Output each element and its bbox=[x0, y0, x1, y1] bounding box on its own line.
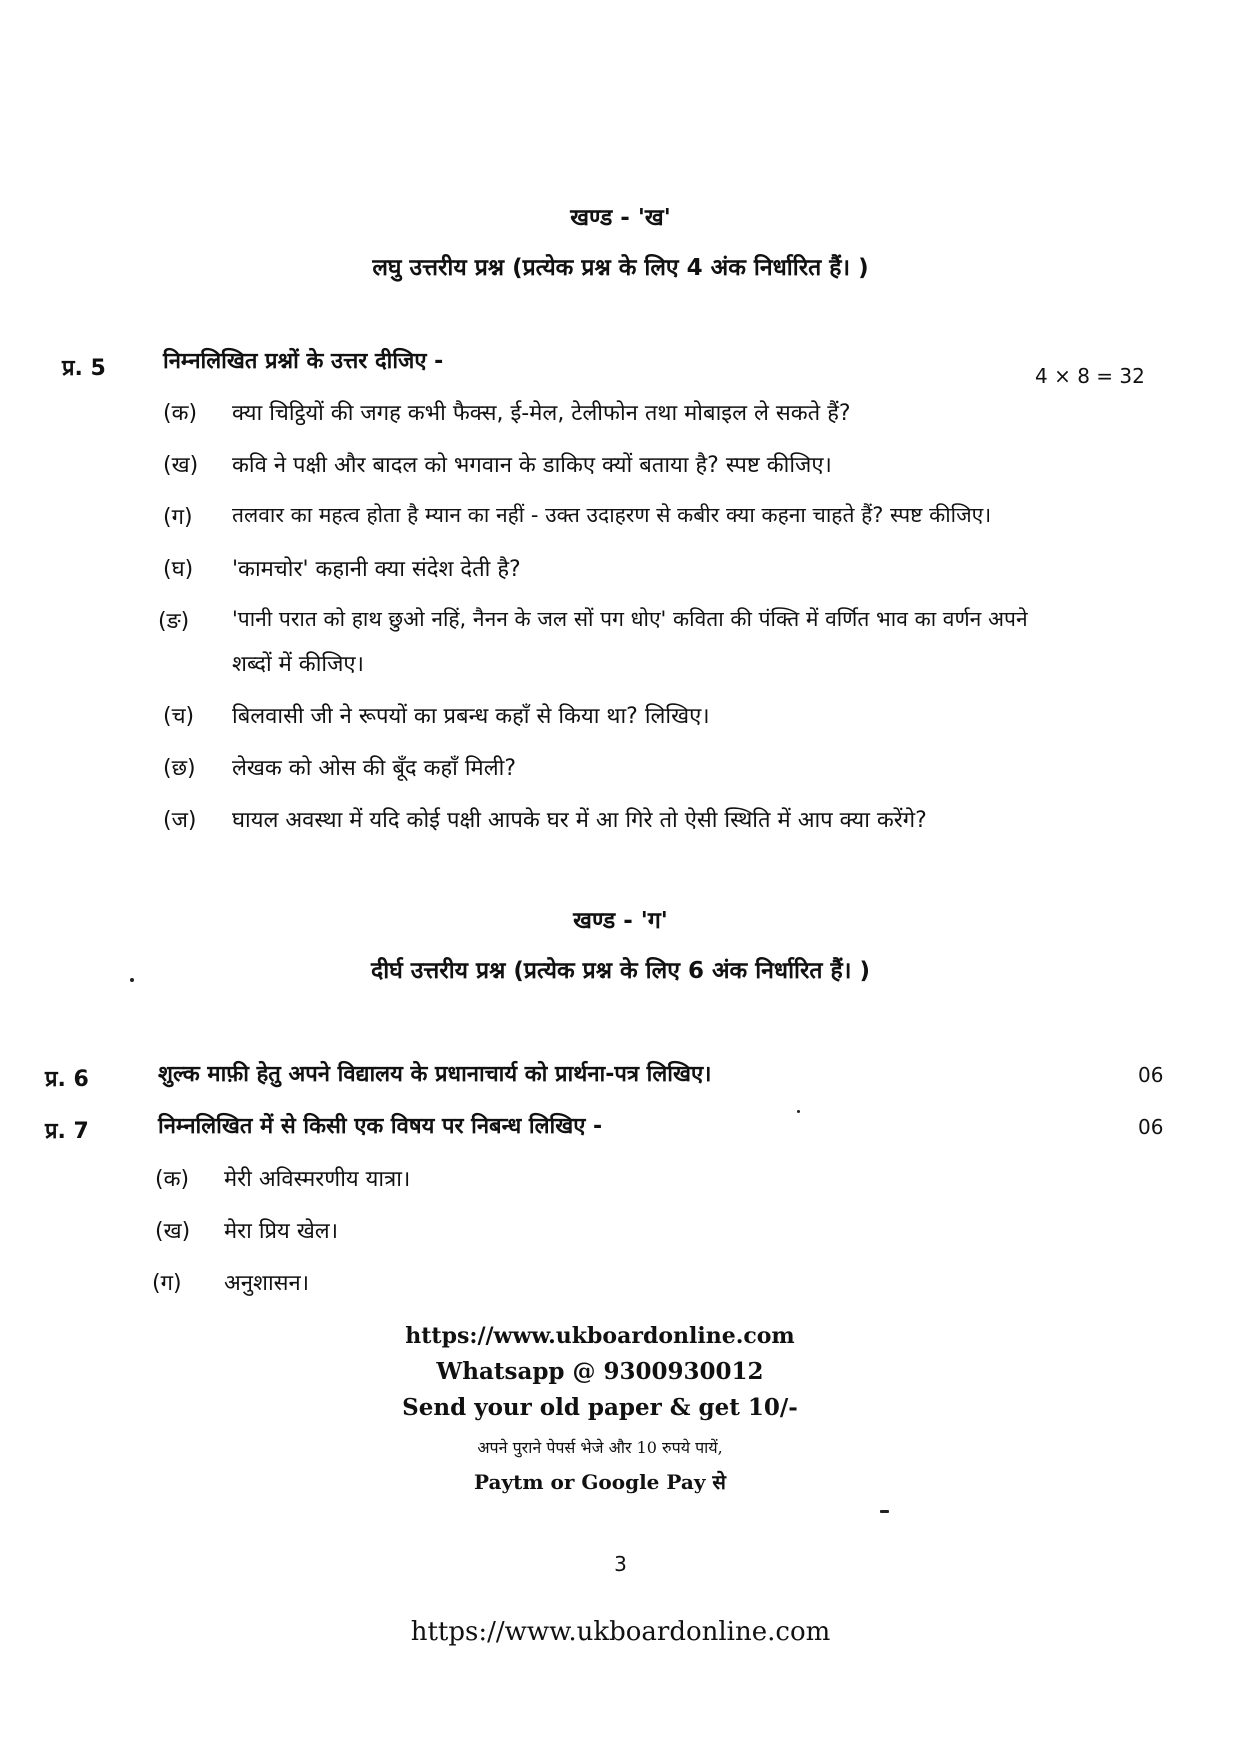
q5-item-label: (ख) bbox=[163, 453, 199, 478]
q7-marks: 06 bbox=[1138, 1115, 1164, 1139]
q5-item-text-continued: शब्दों में कीजिए। bbox=[232, 652, 364, 677]
page-number: 3 bbox=[614, 1552, 627, 1576]
q7-item-text: मेरी अविस्मरणीय यात्रा। bbox=[224, 1167, 411, 1192]
q5-marks: 4 × 8 = 32 bbox=[1035, 364, 1145, 388]
promo-url: https://www.ukboardonline.com bbox=[405, 1323, 795, 1349]
q5-item-label: (ज) bbox=[163, 808, 197, 833]
q5-item-label: (घ) bbox=[163, 557, 194, 582]
scan-speck bbox=[130, 978, 134, 982]
q5-item-label: (च) bbox=[163, 704, 195, 729]
q7-item-text: मेरा प्रिय खेल। bbox=[224, 1219, 339, 1244]
q5-item-text: बिलवासी जी ने रूपयों का प्रबन्ध कहाँ से किया था? लिखिए। bbox=[232, 704, 710, 729]
q7-item-text: अनुशासन। bbox=[224, 1271, 310, 1296]
q5-item-text: 'कामचोर' कहानी क्या संदेश देती है? bbox=[232, 557, 521, 582]
q7-text: निम्नलिखित में से किसी एक विषय पर निबन्ध लिखिए - bbox=[158, 1114, 603, 1139]
footer-url[interactable]: https://www.ukboardonline.com bbox=[410, 1617, 831, 1647]
q6-number: प्र. 6 bbox=[45, 1067, 89, 1092]
q5-item-label: (छ) bbox=[163, 756, 196, 781]
q5-item-text: लेखक को ओस की बूँद कहाँ मिली? bbox=[232, 756, 516, 781]
scan-speck bbox=[797, 1110, 800, 1113]
q6-marks: 06 bbox=[1138, 1063, 1164, 1087]
section-c-heading: खण्ड - 'ग' bbox=[573, 908, 668, 934]
section-c-subheading: दीर्घ उत्तरीय प्रश्न (प्रत्येक प्रश्न के लिए 6 अंक निर्धारित हैं। ) bbox=[371, 958, 870, 984]
q5-item-text: कवि ने पक्षी और बादल को भगवान के डाकिए क्यों बताया है? स्पष्ट कीजिए। bbox=[232, 453, 832, 478]
q7-item-label: (ख) bbox=[155, 1219, 191, 1244]
q7-item-label: (ग) bbox=[152, 1271, 182, 1296]
section-b-subheading: लघु उत्तरीय प्रश्न (प्रत्येक प्रश्न के लिए 4 अंक निर्धारित हैं। ) bbox=[372, 255, 869, 281]
q5-text: निम्नलिखित प्रश्नों के उत्तर दीजिए - bbox=[163, 349, 444, 374]
q5-item-label: (ग) bbox=[163, 505, 193, 530]
q5-number: प्र. 5 bbox=[62, 356, 106, 381]
q7-item-label: (क) bbox=[155, 1167, 190, 1192]
q5-item-text: 'पानी परात को हाथ छुओ नहिं, नैनन के जल सों पग धोए' कविता की पंक्ति में वर्णित भाव का वर्णन अपने bbox=[232, 607, 1028, 631]
section-b-heading: खण्ड - 'ख' bbox=[570, 205, 671, 231]
promo-paytm: Paytm or Google Pay से bbox=[474, 1470, 726, 1494]
q5-item-label: (ङ) bbox=[158, 609, 190, 634]
promo-hindi: अपने पुराने पेपर्स भेजे और 10 रुपये पायें, bbox=[477, 1438, 723, 1457]
promo-whatsapp: Whatsapp @ 9300930012 bbox=[436, 1358, 764, 1385]
q5-item-text: क्या चिट्ठियों की जगह कभी फैक्स, ई-मेल, टेलीफोन तथा मोबाइल ले सकते हैं? bbox=[232, 401, 851, 426]
q5-item-text: घायल अवस्था में यदि कोई पक्षी आपके घर में आ गिरे तो ऐसी स्थिति में आप क्या करेंगे? bbox=[232, 808, 927, 833]
q5-item-label: (क) bbox=[163, 401, 198, 426]
promo-send: Send your old paper & get 10/- bbox=[402, 1394, 798, 1421]
q5-item-text: तलवार का महत्व होता है म्यान का नहीं - उक्त उदाहरण से कबीर क्या कहना चाहते हैं? स्पष्ट कीजिए। bbox=[232, 503, 992, 527]
scan-speck bbox=[880, 1510, 889, 1513]
q6-text: शुल्क माफ़ी हेतु अपने विद्यालय के प्रधानाचार्य को प्रार्थना-पत्र लिखिए। bbox=[158, 1062, 712, 1087]
q7-number: प्र. 7 bbox=[45, 1119, 89, 1144]
